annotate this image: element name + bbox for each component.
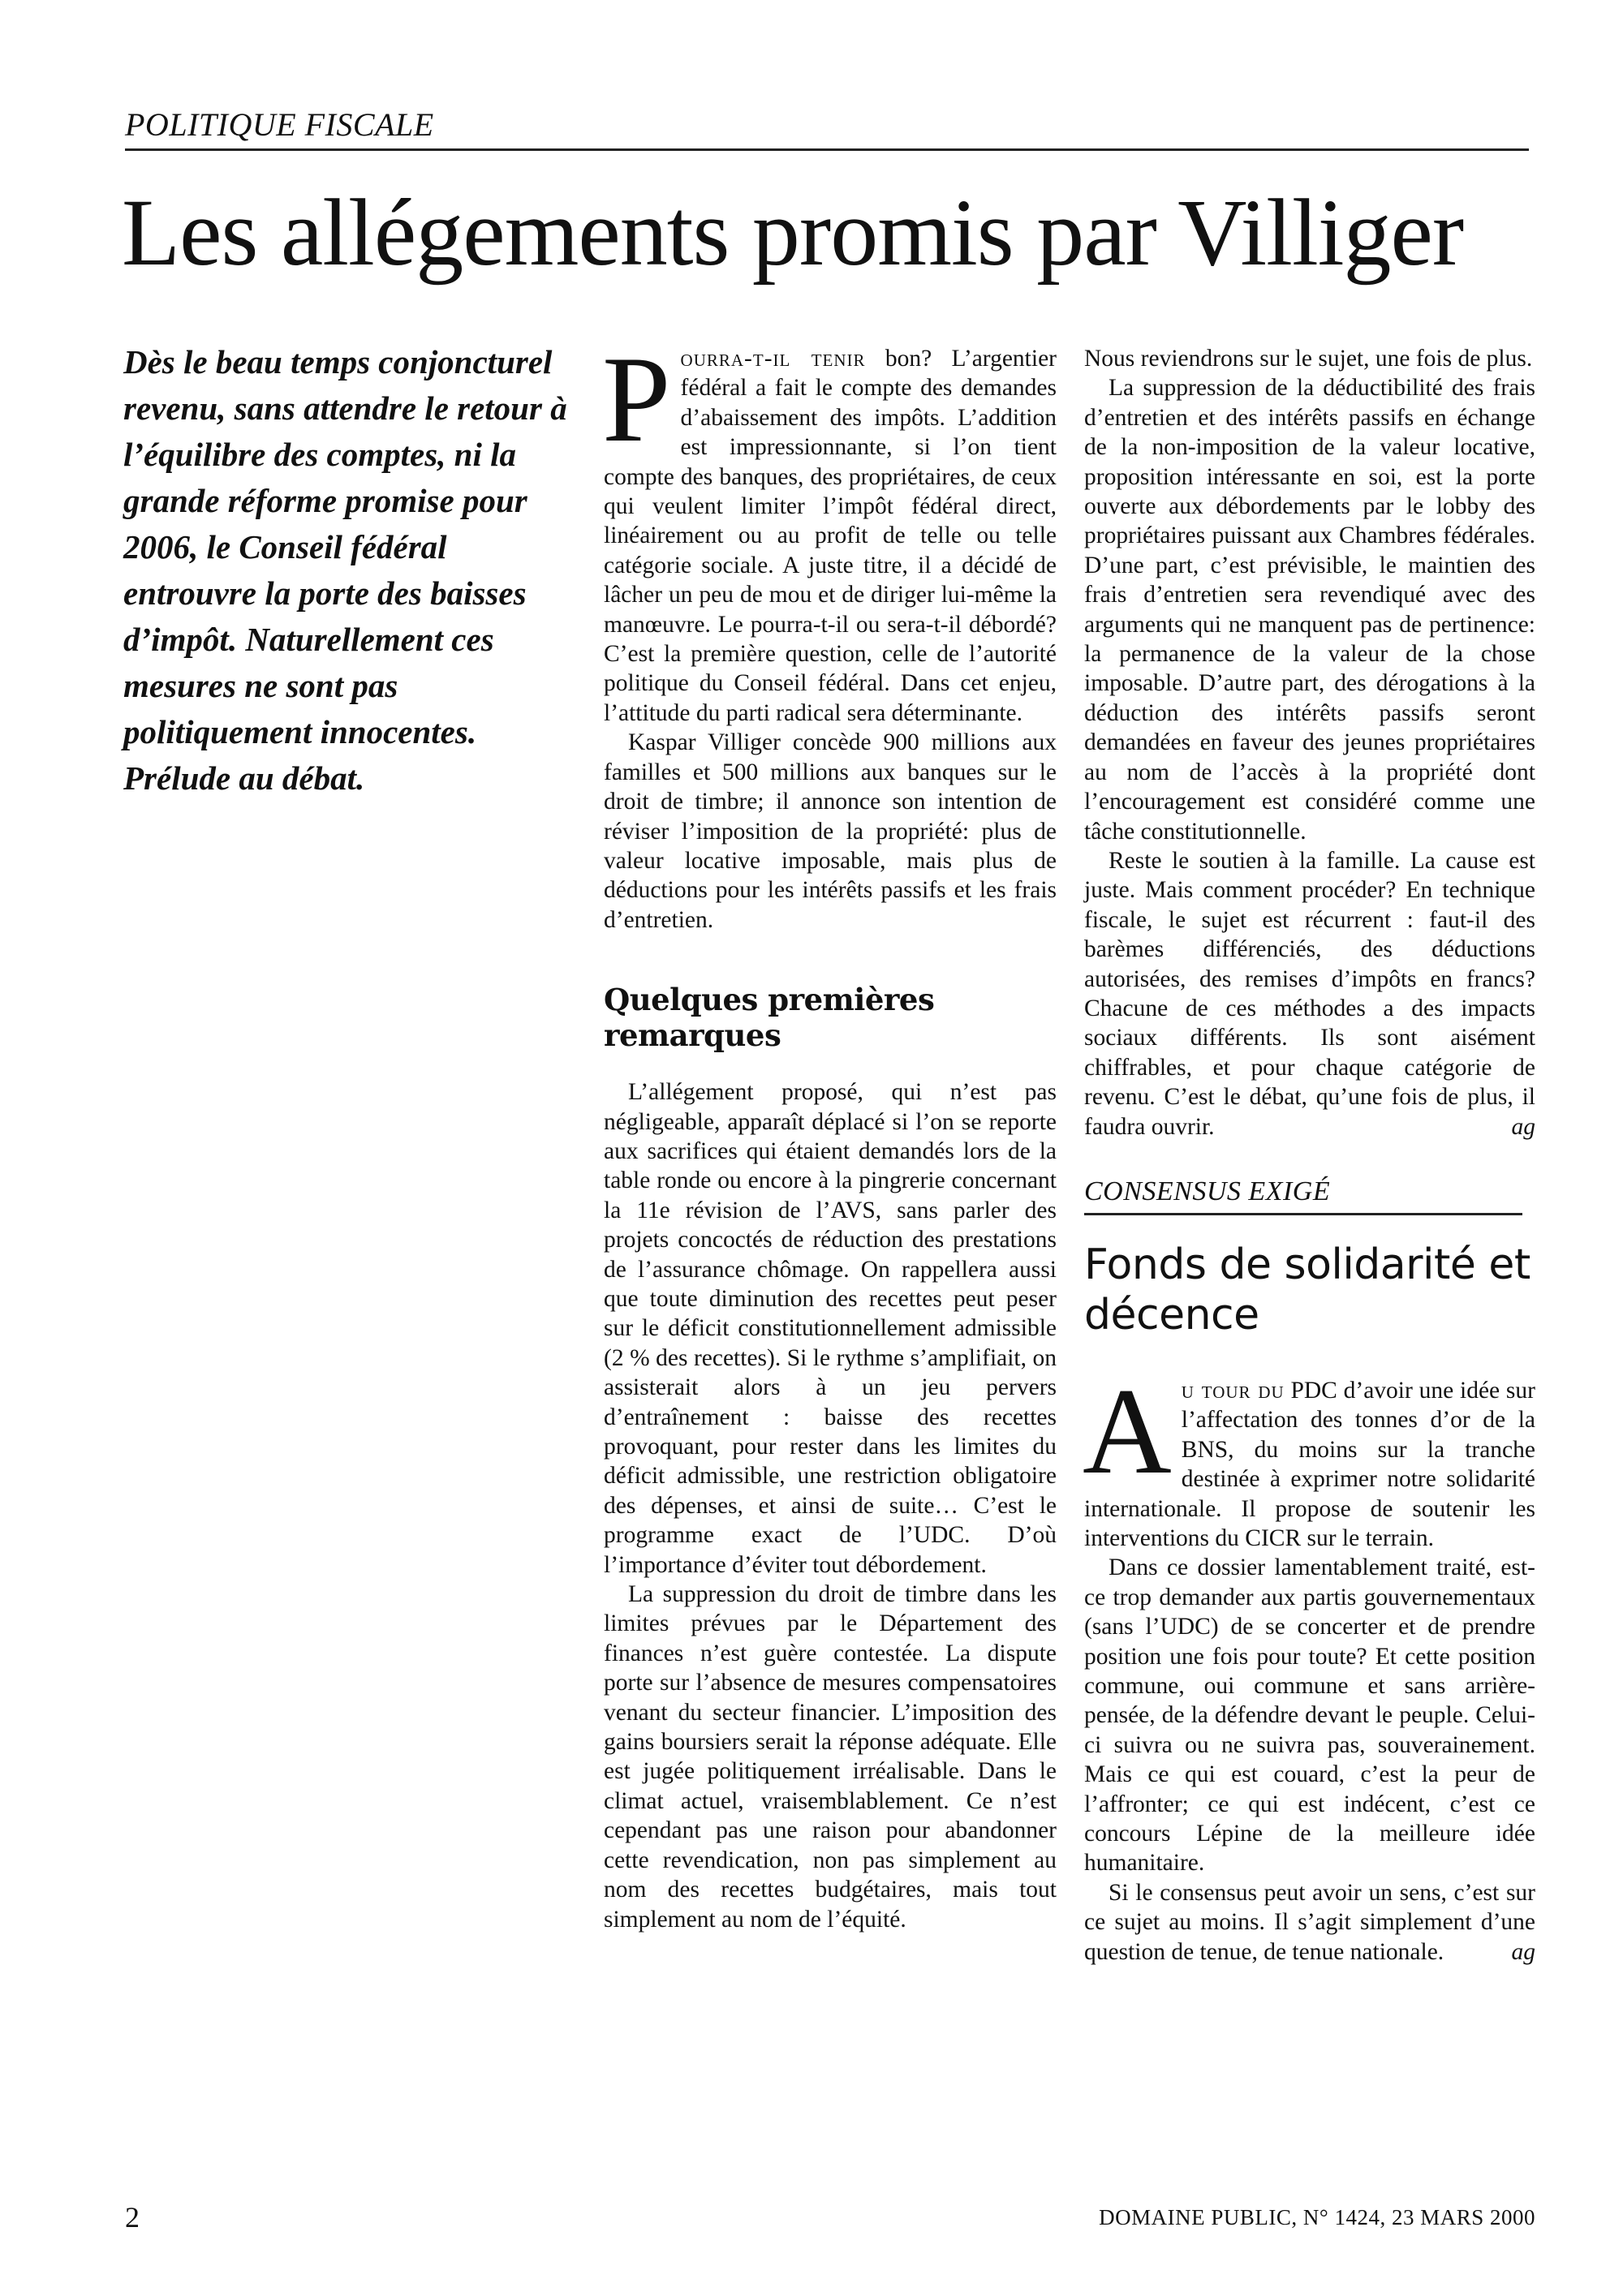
- paragraph-text: bon? L’argentier fédéral a fait le compte des demandes d’abaissement des impôts. L’addition est impressionnante, si l’on tient compte des banques, des propriétaires, de ceux qui veulent limiter l’impôt fédéral direct, linéairement ou au profit de telle ou telle catégorie sociale. A juste titre, il a décidé de lâcher un peu de mou et de diriger lui-même la manœuvre. Le pourra-t-il ou sera-t-il débordé? C’est la première question, celle de l’autorité politique du Conseil fédéral. Dans cet enjeu, l’attitude du parti radical sera déterminante.: [604, 346, 1057, 726]
- paragraph-text: Si le consensus peut avoir un sens, c’est sur ce sujet au moins. Il s’agit simplement d’une question de tenue, de tenue nationale.: [1084, 1879, 1535, 1965]
- page-number: 2: [125, 2201, 140, 2234]
- issue-line: DOMAINE PUBLIC, N° 1424, 23 MARS 2000: [1099, 2205, 1535, 2229]
- paragraph-text: Reste le soutien à la famille. La cause est juste. Mais comment procéder? En technique fiscale, le sujet est récurrent : faut-il des barèmes différenciés, des déductions autorisées, des remises d’impôts en francs? Chacune de ces méthodes a des impacts sociaux différents. Ils sont aisément chiffrables, et pour chaque catégorie de revenu. C’est le débat, qu’une fois de plus, il faudra ouvrir.: [1084, 847, 1535, 1140]
- article2-paragraph-3: [1084, 1878, 1535, 1967]
- lead-smallcaps: u tour du: [1181, 1377, 1285, 1404]
- article1-subheading: Quelques premières remarques: [604, 982, 935, 1054]
- article-title: Les allégements promis par Villiger: [122, 179, 1464, 286]
- paragraph-text: PDC d’avoir une idée sur l’affectation des tonnes d’or de la BNS, du moins sur la tranche destinée à exprimer notre solidarité internationale. Il propose de soutenir les interventions du CICR sur le terrain.: [1084, 1377, 1535, 1551]
- dropcap: P: [602, 331, 671, 467]
- article2-signature: ag: [1511, 1938, 1535, 1965]
- article1-paragraph-4: La suppression du droit de timbre dans les limites prévues par le Département des finances n’est guère contestée. La dispute porte sur l’absence de mesures compensatoires venant du secteur financier. L’imposition des gains boursiers serait la réponse adéquate. Elle est jugée politiquement irréalisable. Dans le climat actuel, vraisemblablement. Ce n’est cependant pas une raison pour abandonner cette revendication, non pas simplement au nom des recettes budgétaires, mais tout simplement au nom de l’équité.: [604, 1581, 1057, 1933]
- lead-text: Dès le beau temps conjoncturel revenu, sans attendre le retour à l’équilibre des comptes, ni la grande réforme promise pour 2006, le Conseil fédéral entrouvre la porte des baisses d’impôt. Naturellement ces mesures ne sont pas politiquement innocentes.: [123, 343, 567, 750]
- article1-paragraph-3: L’allégement proposé, qui n’est pas négligeable, apparaît déplacé si l’on se reporte aux sacrifices qui étaient demandés lors de la table ronde ou encore à la pingrerie concernant la 11e révision de l’AVS, sans parler des projets concoctés de réduction des prestations de l’assurance chômage. On rappellera aussi que toute diminution des recettes peut peser sur le déficit constitutionnellement admissible (2 % des recettes). Si le rythme s’amplifiait, on assisterait alors à un jeu pervers d’entraînement : baisse des recettes provoquant, pour rester dans les limites du déficit admissible, une restriction obligatoire des dépenses, et ainsi de suite… C’est le programme exact de l’UDC. D’où l’importance d’éviter tout débordement.: [604, 1079, 1057, 1578]
- article1-paragraph-6: La suppression de la déductibilité des frais d’entretien et des intérêts passifs en échange de la non-imposition de la valeur locative, proposition intéressante en soi, est la porte ouverte aux débordements par le lobby des propriétaires puissant aux Chambres fédérales. D’une part, c’est prévisible, le maintien des frais d’entretien sera revendiqué avec des arguments qui ne manquent pas de pertinence: la permanence de la valeur de la chose imposable. D’autre part, des dérogations à la déduction des intérêts passifs seront demandées en faveur des jeunes propriétaires au nom de l’accès à la propriété dont l’encouragement est considéré comme une tâche constitutionnelle.: [1084, 375, 1535, 845]
- article-lead: [123, 339, 578, 802]
- article2-rubric: CONSENSUS EXIGÉ: [1084, 1176, 1522, 1215]
- article1-paragraph-5: Nous reviendrons sur le sujet, une fois de plus.: [1084, 346, 1533, 372]
- dropcap: A: [1083, 1362, 1172, 1499]
- section-rubric: POLITIQUE FISCALE: [125, 105, 1529, 151]
- lead-smallcaps: ourra-t-il tenir: [680, 346, 866, 372]
- article1-paragraph-7: [1084, 846, 1535, 1142]
- article1-paragraph-1: [602, 331, 1057, 728]
- article1-signature: ag: [1511, 1113, 1535, 1140]
- article2-paragraph-2: Dans ce dossier lamentablement traité, est-ce trop demander aux partis gouvernementaux (sans l’UDC) de se concerter et de prendre position une fois pour toute? Et cette position commune, oui commune et sans arrière-pensée, de la défendre devant le peuple. Celui-ci suivra ou ne suivra pas, souverainement. Mais ce qui est couard, c’est la peur de l’affronter; ce qui est indécent, c’est ce concours Lépine de la meilleure idée humanitaire.: [1084, 1554, 1535, 1877]
- article2-title: Fonds de solidarité et décence: [1084, 1240, 1530, 1339]
- lead-end: Prélude au débat.: [123, 759, 365, 797]
- article1-paragraph-2: Kaspar Villiger concède 900 millions aux familles et 500 millions aux banques sur le droit de timbre; il annonce son intention de réviser l’imposition de la propriété: plus de valeur locative imposable, mais plus de déductions pour les intérêts passifs et les frais d’entretien.: [604, 729, 1057, 933]
- column-middle: [602, 331, 1057, 1934]
- article2-paragraph-1: [1083, 1362, 1535, 1553]
- column-right: [1084, 344, 1535, 1967]
